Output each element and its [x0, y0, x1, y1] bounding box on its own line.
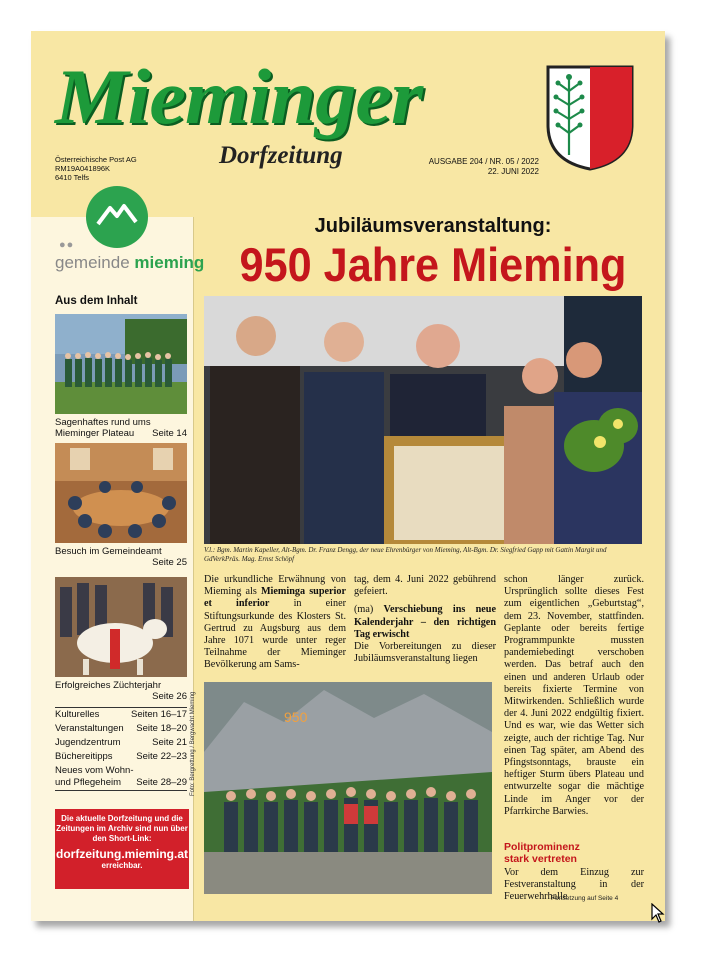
- thumbnail-meeting-room: [55, 443, 187, 543]
- caption-text: Besuch im Gemeindeamt: [55, 546, 162, 557]
- body-text: in einer Stiftungsurkunde des Klosters St. Gertrud zu Augsburg aus dem Jahre 1071 wurde unter reger Teilnahme der Mieminger Bevölkerung am Sams-: [204, 598, 346, 671]
- main-photo-caption: V.l.: Bgm. Martin Kapeller, Alt-Bgm. Dr. Franz Dengg, der neue Ehrenbürger von Mieming, Alt-Bgm. Dr. Siegfried Gapp mit Gattin Margit und GdVerkPräs. Mag. Ernst Schöpf: [204, 546, 607, 563]
- body-text: Die Vorbereitungen zu dieser Jubiläumsveranstaltung liegen: [354, 641, 496, 665]
- toc-page: Seiten 16–17: [131, 709, 187, 720]
- mountain-group-photo: [204, 682, 492, 894]
- masthead-subtitle: Dorfzeitung: [219, 142, 343, 169]
- body-text: Die urkundliche Erwähnung von Mieming als: [204, 574, 346, 598]
- article-headline: 950 Jahre Mieming: [239, 238, 627, 291]
- photo-credit: Foto: Bergrettung / Bergwacht Mieming: [190, 691, 196, 796]
- toc-page: Seite 21: [152, 737, 187, 748]
- toc-page: Seite 18–20: [136, 723, 187, 734]
- toc-label: Neues vom Wohn-: [55, 765, 134, 776]
- toc-label: Kulturelles: [55, 709, 100, 720]
- caption-text: Erfolgreiches Züchterjahr: [55, 680, 162, 691]
- issue-info: [423, 157, 539, 177]
- logo-word: gemeinde: [55, 253, 130, 272]
- coat-of-arms-icon: [546, 65, 634, 171]
- logo-word-bold: mieming: [134, 253, 205, 272]
- toc-row: [55, 736, 187, 750]
- thumbnail-caption: [55, 680, 187, 702]
- toc-row: [55, 750, 187, 764]
- body-text: (ma): [354, 604, 384, 616]
- body-subhead: Verschiebung ins neue Kalenderjahr – den richtigen Tag erwischt: [354, 604, 496, 640]
- archive-text-end: erreichbar.: [101, 861, 143, 870]
- toc-row: [55, 708, 187, 722]
- article-column-1: [204, 574, 346, 672]
- article-column-3-end: Vor dem Einzug zur Festveranstaltung in der Feuerwehrhalle: [504, 867, 644, 903]
- archive-url-link[interactable]: dorfzeitung.mieming.at: [56, 847, 188, 861]
- thumbnail-caption: [55, 417, 187, 439]
- article-column-2: [354, 574, 496, 665]
- body-paragraph: [354, 604, 496, 641]
- gemeinde-logo-icon: [86, 186, 148, 248]
- thumbnail-group-photo: [55, 314, 187, 414]
- mouse-cursor-icon: [651, 903, 665, 923]
- postal-line: 6410 Telfs: [55, 173, 90, 182]
- postal-line: RM19A041896K: [55, 164, 111, 173]
- archive-link-box: [55, 809, 189, 889]
- toc-row: [55, 764, 187, 777]
- masthead-title: Mieminger: [55, 53, 423, 140]
- issue-number: AUSGABE 204 / NR. 05 / 2022: [428, 157, 539, 166]
- toc-label: Jugendzentrum: [55, 737, 121, 748]
- table-of-contents: [55, 707, 187, 791]
- issue-date: 22. JUNI 2022: [487, 167, 539, 176]
- toc-page: Seite 22–23: [136, 751, 187, 762]
- postal-info: [55, 155, 137, 182]
- thumbnail-caption: [55, 546, 187, 568]
- photo-950-text: 950: [284, 709, 308, 725]
- main-photo-honorary-citizen: [204, 296, 642, 544]
- archive-text: Die aktuelle Dorfzeitung und die Zeitungen im Archiv sind nun über den Short-Link:: [56, 814, 188, 843]
- body-bold: Mieminga superior et inferior: [204, 586, 346, 610]
- caption-text: Sagenhaftes rund ums Mieminger Plateau: [55, 417, 151, 439]
- toc-row: [55, 777, 187, 791]
- logo-dots-icon: ●●: [59, 239, 75, 251]
- toc-label: Veranstaltungen: [55, 723, 124, 734]
- toc-page: Seite 28–29: [136, 777, 187, 788]
- thumbnail-sheep: [55, 577, 187, 677]
- postal-line: Österreichische Post AG: [55, 155, 137, 164]
- contents-heading: Aus dem Inhalt: [55, 295, 138, 307]
- toc-label: und Pflegeheim: [55, 777, 122, 788]
- article-kicker: Jubiläumsveranstaltung:: [314, 215, 552, 237]
- caption-page: Seite 25: [152, 557, 187, 568]
- newspaper-front-page: [31, 31, 665, 921]
- caption-page: Seite 14: [152, 428, 187, 439]
- article-column-3: schon länger zurück. Ursprünglich sollte dieses Fest zum eigentlichen „Geburtstag“, dem 23. November, stattfinden. Geplante oder bereits fertige Programmpunkte mussten pandemiebedingt verschoben werden. Das betraf auch den einen und anderen Urlaub oder bereits fixierte Termine von Mitwirkenden. Schließlich wurde der 4. Juni 2022 endgültig fixiert. Und es war, wie das Wetter sich zeigte, auch der richtige Tag. Nur einen Tag später, am Abend des Pfingstsonntags, brauste ein heftiger Sturm übers Plateau und entwurzelte sogar die mächtige Linde im Anger vor der Pfarrkirche Barwies.: [504, 574, 644, 817]
- continued-note: Fortsetzung auf Seite 4: [551, 895, 619, 902]
- subhead-line: Politprominenz: [504, 841, 580, 853]
- body-text: tag, dem 4. Juni 2022 gebührend gefeiert.: [354, 574, 496, 598]
- toc-row: [55, 722, 187, 736]
- toc-label: Büchereitipps: [55, 751, 113, 762]
- subhead-line: stark vertreten: [504, 853, 577, 865]
- article-subhead: [504, 841, 580, 865]
- gemeinde-logo-text: [55, 253, 204, 273]
- caption-page: Seite 26: [152, 691, 187, 702]
